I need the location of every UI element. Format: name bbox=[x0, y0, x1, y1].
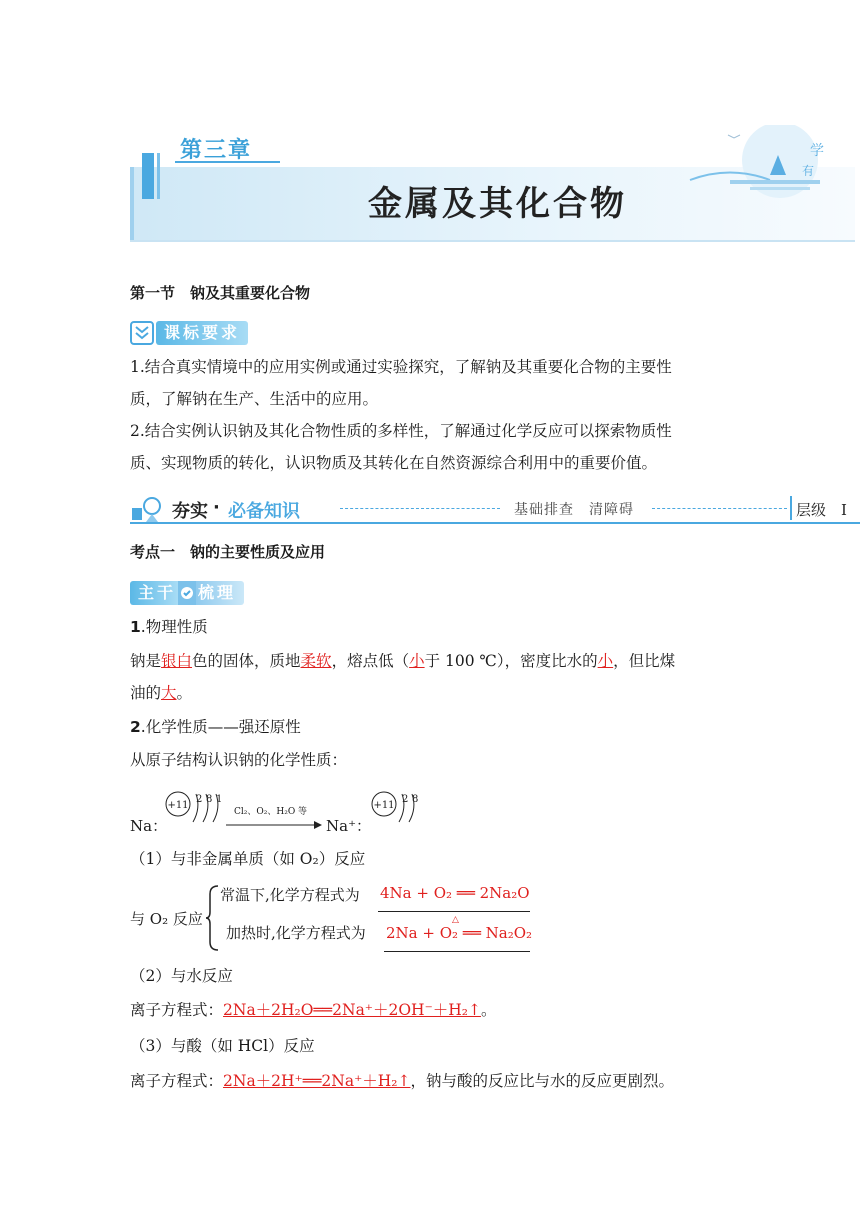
answer-soft: 柔软 bbox=[300, 652, 332, 670]
knowledge-title-a: 夯实 bbox=[172, 501, 208, 522]
na-ion-atom-icon bbox=[370, 788, 430, 830]
answer-silver: 银白 bbox=[161, 652, 193, 670]
answer-low: 小 bbox=[409, 652, 425, 670]
acid-equation-line: 离子方程式：2Na＋2H⁺══2Na⁺＋H₂↑，钠与酸的反应比与水的反应更剧烈。 bbox=[130, 1072, 674, 1090]
room-temp-label: 常温下,化学方程式为 bbox=[220, 886, 360, 904]
physical-heading: 1.物理性质 bbox=[130, 618, 208, 636]
reaction-condition: Cl₂、O₂、H₂O 等 bbox=[234, 807, 308, 817]
atomic-structure-diagram bbox=[130, 788, 450, 838]
chapter-title: 金属及其化合物 bbox=[368, 184, 627, 224]
knowledge-slogan: 基础排查 清障碍 bbox=[514, 502, 634, 518]
na-atom-icon bbox=[164, 788, 224, 830]
curriculum-tag bbox=[130, 320, 248, 346]
o2-reactions bbox=[130, 880, 550, 955]
svg-text:8: 8 bbox=[206, 794, 213, 805]
water-equation: 2Na＋2H₂O══2Na⁺＋2OH⁻＋H₂↑ bbox=[223, 1001, 481, 1019]
section-title: 第一节 钠及其重要化合物 bbox=[130, 284, 311, 302]
physical-text: 钠是银白色的固体，质地柔软，熔点低（小于 100 ℃），密度比水的小，但比煤 油的大。 bbox=[130, 652, 676, 702]
curriculum-line: 1.结合真实情境中的应用实例或通过实验探究，了解钠及其重要化合物的主要性 bbox=[130, 358, 672, 376]
dashed-divider bbox=[340, 508, 500, 509]
answer-underline bbox=[384, 951, 530, 952]
svg-text:+11: +11 bbox=[373, 800, 395, 811]
knowledge-bar bbox=[130, 494, 860, 524]
knowledge-icon bbox=[130, 494, 170, 524]
answer-big: 大 bbox=[161, 684, 177, 702]
knowledge-title-dot: · bbox=[213, 497, 220, 518]
svg-text:2: 2 bbox=[402, 794, 409, 805]
curriculum-tag-label: 课标要求 bbox=[156, 321, 248, 345]
reaction-arrow-icon bbox=[226, 820, 326, 830]
svg-text:学: 学 bbox=[810, 143, 824, 159]
dashed-divider bbox=[652, 508, 787, 509]
heating-label: 加热时,化学方程式为 bbox=[226, 924, 366, 942]
curriculum-items bbox=[130, 351, 750, 479]
heat-symbol: △ bbox=[452, 915, 459, 925]
svg-text:8: 8 bbox=[412, 794, 419, 805]
na-label: Na： bbox=[130, 817, 168, 835]
acid-heading: （3）与酸（如 HCl）反应 bbox=[130, 1037, 315, 1055]
level-divider bbox=[790, 496, 792, 520]
water-heading: （2）与水反应 bbox=[130, 967, 233, 985]
double-chevron-icon bbox=[130, 321, 154, 345]
check-circle-icon bbox=[178, 581, 196, 605]
water-equation-line: 离子方程式：2Na＋2H₂O══2Na⁺＋2OH⁻＋H₂↑。 bbox=[130, 1001, 497, 1019]
svg-text:有: 有 bbox=[802, 164, 815, 178]
curly-brace-icon bbox=[206, 884, 220, 952]
svg-text:1: 1 bbox=[216, 794, 223, 805]
answer-underline bbox=[378, 911, 530, 912]
na-ion-label: Na⁺： bbox=[326, 817, 371, 835]
svg-text:2: 2 bbox=[196, 794, 203, 805]
answer-small: 小 bbox=[597, 652, 614, 670]
acid-equation: 2Na＋2H⁺══2Na⁺＋H₂↑ bbox=[223, 1072, 411, 1090]
o2-left-label: 与 O₂ 反应 bbox=[130, 910, 203, 928]
o2-heading: （1）与非金属单质（如 O₂）反应 bbox=[130, 850, 366, 868]
heating-equation: 2Na + O₂ ══ Na₂O₂ bbox=[386, 924, 533, 942]
knowledge-title-b: 必备知识 bbox=[228, 501, 300, 522]
knowledge-underline bbox=[130, 522, 860, 524]
point-title: 考点一 钠的主要性质及应用 bbox=[130, 543, 326, 561]
main-tag-label: 主干 bbox=[130, 581, 178, 605]
curriculum-line: 质，了解钠在生产、生活中的应用。 bbox=[130, 390, 379, 408]
main-tag-label-2: 梳理 bbox=[196, 581, 244, 605]
svg-text:+11: +11 bbox=[167, 800, 189, 811]
main-tag bbox=[130, 580, 244, 606]
chapter-label: 第三章 bbox=[180, 138, 253, 163]
chemical-heading: 2.化学性质——强还原性 bbox=[130, 718, 301, 736]
chemical-intro: 从原子结构认识钠的化学性质： bbox=[130, 751, 348, 769]
curriculum-line: 2.结合实例认识钠及其化合物性质的多样性，了解通过化学反应可以探索物质性 bbox=[130, 422, 672, 440]
level-label: 层级 I bbox=[796, 501, 847, 519]
curriculum-line: 质、实现物质的转化，认识物质及其转化在自然资源综合利用中的重要价值。 bbox=[130, 454, 658, 472]
room-temp-equation: 4Na + O₂ ══ 2Na₂O bbox=[380, 884, 530, 902]
